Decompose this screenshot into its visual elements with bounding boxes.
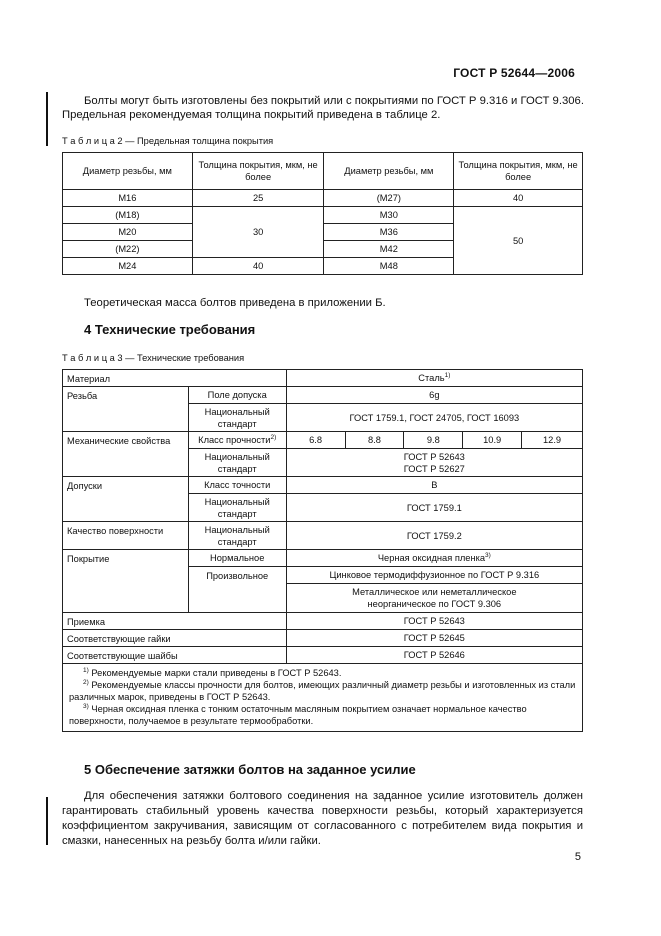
table-header: Диаметр резьбы, мм bbox=[63, 153, 193, 190]
footnote-1: $^{1)}$ Рекомендуемые марки стали приведены в ГОСТ Р 52643. bbox=[83, 666, 342, 678]
table-cell: 6g bbox=[286, 387, 582, 404]
table2-caption: Т а б л и ц а 2 — Предельная толщина покрытия bbox=[62, 136, 274, 146]
table-cell: Класс прочности$^{2)}$ bbox=[188, 432, 286, 449]
coating-thickness-table bbox=[62, 152, 583, 275]
table-cell: Соответствующие гайки bbox=[63, 630, 287, 647]
table-cell: Соответствующие шайбы bbox=[63, 647, 287, 664]
table-cell: М48 bbox=[324, 258, 454, 275]
table-cell: Качество поверхности bbox=[63, 522, 189, 550]
table-cell: М36 bbox=[324, 224, 454, 241]
table-cell: Допуски bbox=[63, 477, 189, 522]
table-cell: Резьба bbox=[63, 387, 189, 432]
table-cell: Национальный стандарт bbox=[188, 404, 286, 432]
table-cell: 8.8 bbox=[345, 432, 404, 449]
table-cell: 50 bbox=[454, 207, 583, 275]
table-cell: М24 bbox=[63, 258, 193, 275]
table-cell: М16 bbox=[63, 190, 193, 207]
table-cell: М42 bbox=[324, 241, 454, 258]
revision-bar bbox=[46, 797, 48, 845]
table-cell: Нормальное bbox=[188, 550, 286, 567]
table-cell: 40 bbox=[454, 190, 583, 207]
table-cell: 30 bbox=[192, 207, 324, 258]
table-cell: Произвольное bbox=[188, 567, 286, 613]
table-cell: 10.9 bbox=[463, 432, 522, 449]
table-header: Толщина покрытия, мкм, не более bbox=[192, 153, 324, 190]
section-4-title: 4 Технические требования bbox=[84, 322, 256, 337]
footnote-3: $^{3)}$ Черная оксидная пленка с тонким остаточным масляным покрытием означает нормальное качество поверхности, получаемое в результате термообработки. bbox=[69, 702, 527, 726]
table-cell: 40 bbox=[192, 258, 324, 275]
table-cell: Класс точности bbox=[188, 477, 286, 494]
table-cell: ГОСТ Р 52645 bbox=[286, 630, 582, 647]
table-cell: Цинковое термодиффузионное по ГОСТ Р 9.316 bbox=[286, 567, 582, 584]
table-cell: (М27) bbox=[324, 190, 454, 207]
page-number: 5 bbox=[574, 851, 581, 863]
table-cell: М20 bbox=[63, 224, 193, 241]
table-cell: (М18) bbox=[63, 207, 193, 224]
section-5-text: Для обеспечения затяжки болтового соединения на заданное усилие изготовитель должен гарантировать стабильный уровень качества поверхности резьбы, который характеризуется коэффициентом закручивания, зависящим от согласованного с потребителем вида покрытия и смазки, нанесенных на резьбу болта и/или гайки. bbox=[62, 790, 583, 847]
table-cell: Материал bbox=[63, 370, 287, 387]
table-cell: ГОСТ 1759.1 bbox=[286, 494, 582, 522]
table-header: Толщина покрытия, мкм, не более bbox=[454, 153, 583, 190]
table-cell: (М22) bbox=[63, 241, 193, 258]
table-cell: Приемка bbox=[63, 613, 287, 630]
table-cell: Черная оксидная пленка$^{3)}$ bbox=[286, 550, 582, 567]
table-cell: Покрытие bbox=[63, 550, 189, 613]
technical-requirements-table bbox=[62, 369, 583, 732]
table-cell: 9.8 bbox=[404, 432, 463, 449]
table-cell: Поле допуска bbox=[188, 387, 286, 404]
table-cell: ГОСТ Р 52646 bbox=[286, 647, 582, 664]
intro-line-2: Предельная рекомендуемая толщина покрытий приведена в таблице 2. bbox=[62, 109, 441, 121]
table-cell: 12.9 bbox=[522, 432, 583, 449]
mass-note: Теоретическая масса болтов приведена в приложении Б. bbox=[84, 297, 386, 309]
table-cell: ГОСТ Р 52643 ГОСТ Р 52627 bbox=[286, 449, 582, 477]
table-cell: ГОСТ 1759.1, ГОСТ 24705, ГОСТ 16093 bbox=[286, 404, 582, 432]
table-cell: Механические свойства bbox=[63, 432, 189, 477]
table-cell: Национальный стандарт bbox=[188, 449, 286, 477]
table-cell: М30 bbox=[324, 207, 454, 224]
table-cell: Сталь$^{1)}$ bbox=[286, 370, 582, 387]
section-5-title: 5 Обеспечение затяжки болтов на заданное усилие bbox=[84, 762, 416, 777]
document-number: ГОСТ Р 52644—2006 bbox=[453, 66, 575, 80]
revision-bar bbox=[46, 92, 48, 146]
table-cell: 25 bbox=[192, 190, 324, 207]
table-header: Диаметр резьбы, мм bbox=[324, 153, 454, 190]
table-notes bbox=[63, 664, 583, 732]
table-cell: Национальный стандарт bbox=[188, 494, 286, 522]
table-cell: Национальный стандарт bbox=[188, 522, 286, 550]
table-cell: В bbox=[286, 477, 582, 494]
table-cell: 6.8 bbox=[286, 432, 345, 449]
table-cell: ГОСТ 1759.2 bbox=[286, 522, 582, 550]
table-cell: ГОСТ Р 52643 bbox=[286, 613, 582, 630]
footnote-2: $^{2)}$ Рекомендуемые классы прочности для болтов, имеющих различный диаметр резьбы и изготовленных из стали различных марок, приведены в ГОСТ Р 52643. bbox=[69, 678, 576, 702]
table-cell: Металлическое или неметаллическое неорганическое по ГОСТ 9.306 bbox=[286, 584, 582, 613]
intro-line-1: Болты могут быть изготовлены без покрытий или с покрытиями по ГОСТ Р 9.316 и ГОСТ 9.306. bbox=[84, 95, 584, 107]
table3-caption: Т а б л и ц а 3 — Технические требования bbox=[62, 353, 245, 363]
